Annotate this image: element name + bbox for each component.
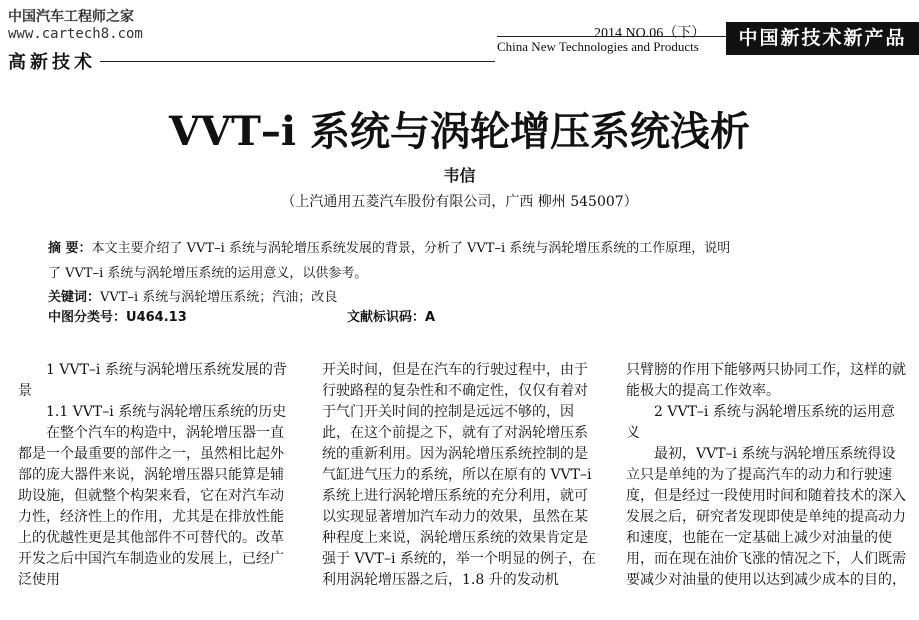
paragraph: 最初，VVT–i 系统与涡轮增压系统得设立只是单纯的为了提高汽车的动力和行驶速度，但是经过一段使用时间和随着技术的深入发展之后，研究者发现即使是单纯的提高动力和速度，也能在一定基础上减少对油量的使用，而在现在油价飞涨的情况之下，人们既需要减少对油量的使用以达到减少成本的目的， — [626, 446, 906, 588]
abstract-text-2: 了 VVT–i 系统与涡轮增压系统的运用意义，以供参考。 — [48, 266, 368, 281]
issue-number: 2014 NO.06（下） — [594, 26, 706, 41]
header-rule — [100, 61, 495, 62]
journal-name-cn: 中国新技术新产品 — [726, 22, 919, 55]
paragraph: 开关时间，但是在汽车的行驶过程中，由于行驶路程的复杂性和不确定性，仅仅有着对于气门开关时间的控制是远远不够的，因此，在这个前提之下，就有了对涡轮增压系统的重新利用。因为涡轮增压系统控制的是气缸进气压力的系统，所以在原有的 VVT–i 系统上进行涡轮增压系统的充分利用，就可以实现显著增加汽车动力的效果，虽然在某种程度上来说，涡轮增压系统的效果肯定是强于 VVT–i 系统的，举一个明显的例子，在利用涡轮增压器之后，1.8 升的发动机 — [322, 362, 596, 588]
article-affiliation: （上汽通用五菱汽车股份有限公司，广西 柳州 545007） — [281, 194, 638, 210]
doc-code-value: A — [425, 310, 436, 325]
paragraph: 只臂膀的作用下能够两只协同工作，这样的就能极大的提高工作效率。 — [626, 362, 906, 399]
heading-2: 2 VVT–i 系统与涡轮增压系统的运用意义 — [626, 404, 895, 441]
watermark-site-url: www.cartech8.com — [8, 26, 143, 42]
abstract-line-1 — [48, 237, 730, 256]
article-title: VVT–i 系统与涡轮增压系统浅析 — [169, 108, 750, 155]
heading-1-1: 1.1 VVT–i 系统与涡轮增压系统的历史 — [46, 404, 287, 420]
journal-name-en: China New Technologies and Products — [497, 39, 699, 54]
article-author: 韦信 — [443, 166, 476, 185]
body-column-3 — [626, 360, 908, 591]
heading-1: 1 VVT–i 系统与涡轮增压系统发展的背景 — [18, 362, 287, 399]
clc-value: U464.13 — [126, 310, 187, 325]
watermark-site-name: 中国汽车工程师之家 — [8, 9, 134, 25]
body-column-1 — [18, 360, 292, 591]
abstract-label: 摘 要： — [48, 241, 92, 256]
body-column-2 — [322, 360, 596, 591]
doc-code-line — [347, 306, 435, 325]
journal-rule — [497, 36, 726, 37]
paragraph: 在整个汽车的构造中，涡轮增压器一直都是一个最重要的部件之一，虽然相比起外部的庞大器件来说，涡轮增压器只能算是辅助设施，但就整个构架来看，它在对汽车动力性，经济性上的作用，尤其是在排放性能上的优越性更是其他部件不可替代的。改革开发之后中国汽车制造业的发展上，已经广泛使用 — [18, 425, 284, 588]
abstract-text-1: 本文主要介绍了 VVT–i 系统与涡轮增压系统发展的背景，分析了 VVT–i 系统与涡轮增压系统的工作原理，说明 — [91, 241, 731, 256]
clc-label: 中图分类号： — [48, 310, 127, 325]
section-label: 高新技术 — [8, 52, 96, 73]
keywords-line — [48, 286, 337, 305]
clc-line — [48, 306, 187, 325]
doc-code-label: 文献标识码： — [347, 310, 426, 325]
keywords-text: VVT–i 系统与涡轮增压系统；汽油；改良 — [100, 290, 338, 305]
keywords-label: 关键词： — [48, 290, 101, 305]
